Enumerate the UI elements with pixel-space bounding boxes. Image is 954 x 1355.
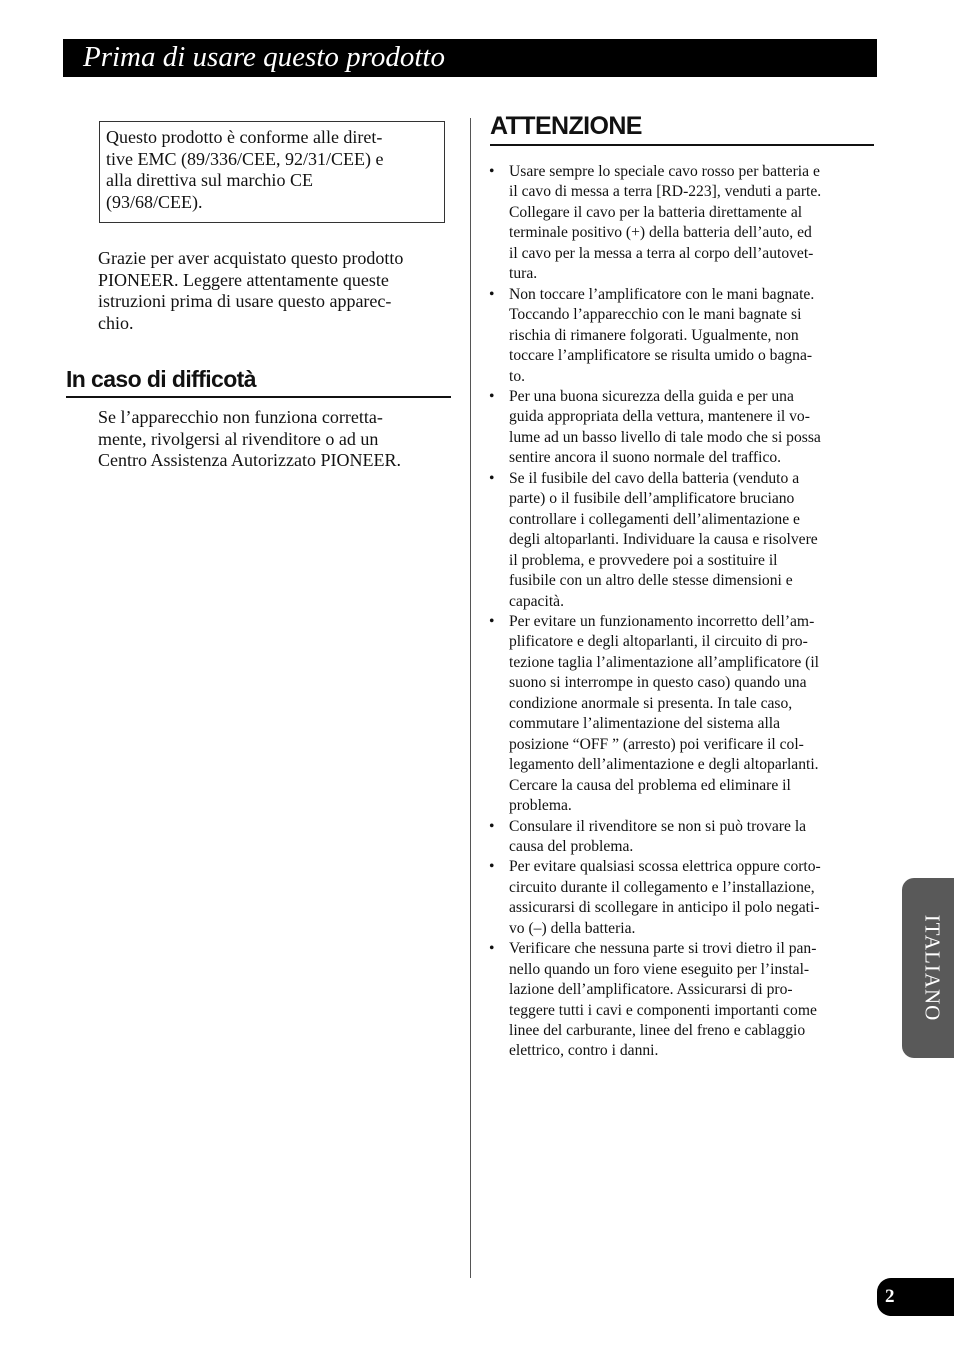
caution-heading: ATTENZIONE	[490, 112, 874, 146]
intro-line: Grazie per aver acquistato questo prodotto	[98, 248, 404, 268]
caution-item-line: • Consulare il rivenditore se non si può trovare la	[509, 817, 807, 835]
caution-list	[488, 162, 874, 1062]
caution-item-line: fusibile con un altro delle stesse dimensioni e	[509, 572, 793, 590]
caution-item-line: Toccando l’apparecchio con le mani bagnate si	[509, 306, 802, 324]
intro-line: PIONEER. Leggere attentamente queste	[98, 269, 389, 290]
caution-item-line: assicurarsi di scollegare in anticipo il polo negati-	[509, 899, 820, 917]
caution-item-line: Collegare il cavo per la batteria direttamente al	[509, 203, 803, 221]
caution-item	[488, 817, 874, 858]
caution-item-line: • Per evitare un funzionamento incorretto dell’am-	[509, 612, 815, 630]
language-label: ITALIANO	[920, 914, 945, 1022]
column-divider	[470, 118, 471, 1278]
caution-item	[488, 387, 874, 469]
caution-item-line: tura.	[509, 265, 538, 283]
caution-item-line: problema.	[509, 797, 572, 815]
intro-paragraph	[98, 248, 450, 334]
caution-item	[488, 857, 874, 939]
caution-item-line: teggere tutti i cavi e componenti importanti come	[509, 1001, 817, 1019]
caution-item	[488, 612, 874, 817]
trouble-line: mente, rivolgersi al rivenditore o ad un	[98, 428, 379, 449]
troubleshooting-paragraph	[98, 407, 450, 472]
caution-item-line: rischia di rimanere folgorati. Ugualmente, non	[509, 326, 799, 344]
intro-line: istruzioni prima di usare questo apparec-	[98, 291, 392, 312]
caution-item-line: posizione “OFF ” (arresto) poi verificare il col-	[509, 735, 804, 753]
notice-line: (93/68/CEE).	[106, 191, 203, 212]
caution-item-line: • Verificare che nessuna parte si trovi dietro il pan-	[509, 940, 817, 958]
caution-item-line: Cercare la causa del problema ed eliminare il	[509, 776, 791, 794]
troubleshooting-heading: In caso di difficotà	[66, 366, 451, 398]
caution-item-line: guida appropriata della vettura, mantenere il vo-	[509, 408, 810, 426]
notice-line: tive EMC (89/336/CEE, 92/31/CEE) e	[106, 148, 384, 169]
page-number-tab	[877, 1278, 954, 1316]
page-title: Prima di usare questo prodotto	[83, 41, 445, 73]
page-number: 2	[885, 1286, 895, 1307]
caution-item-line: • Per evitare qualsiasi scossa elettrica oppure corto-	[509, 858, 821, 876]
caution-item-line: terminale positivo (+) della batteria dell’auto, ed	[509, 224, 812, 242]
caution-item-line: to.	[509, 367, 526, 385]
caution-item-line: • Non toccare l’amplificatore con le mani bagnate.	[509, 285, 815, 303]
caution-item-line: causa del problema.	[509, 837, 634, 855]
caution-item-line: • Usare sempre lo speciale cavo rosso per batteria e	[509, 163, 820, 180]
caution-item-line: elettrico, contro i danni.	[509, 1042, 659, 1060]
caution-item-line: capacità.	[509, 592, 564, 610]
caution-item-line: lume ad un basso livello di tale modo che si possa	[509, 428, 821, 446]
caution-item-line: controllare i collegamenti dell’alimentazione e	[509, 510, 800, 528]
trouble-line: Centro Assistenza Autorizzato PIONEER.	[98, 450, 401, 471]
caution-item-line: toccare l’amplificatore se risulta umido o bagna-	[509, 347, 813, 365]
caution-item-line: plificatore e degli altoparlanti, il circuito di pro-	[509, 633, 808, 651]
caution-item-line: condizione anormale si presenta. In tale caso,	[509, 694, 793, 712]
caution-item-line: nello quando un foro viene eseguito per l’instal-	[509, 960, 810, 978]
page-title-bar	[63, 39, 877, 77]
caution-item-line: • Per una buona sicurezza della guida e per una	[509, 387, 794, 405]
caution-item	[488, 285, 874, 387]
caution-item	[488, 162, 874, 285]
caution-item-line: circuito durante il collegamento e l’installazione,	[509, 878, 815, 896]
caution-item-line: il cavo per la messa a terra al corpo dell’autovet-	[509, 244, 814, 262]
compliance-notice-box	[99, 121, 445, 223]
caution-item	[488, 939, 874, 1062]
caution-item-line: il cavo di messa a terra [RD-223], venduti a parte.	[509, 183, 822, 201]
caution-item-line: • Se il fusibile del cavo della batteria (venduto a	[509, 469, 800, 487]
caution-item-line: commutare l’alimentazione del sistema alla	[509, 715, 781, 733]
caution-item-line: lazione dell’amplificatore. Assicurarsi di pro-	[509, 981, 793, 999]
notice-line: alla direttiva sul marchio CE	[106, 170, 313, 191]
caution-item-line: sentire ancora il suono normale del traffico.	[509, 449, 782, 467]
language-tab	[902, 878, 954, 1058]
caution-item-line: degli altoparlanti. Individuare la causa e risolvere	[509, 531, 818, 549]
caution-item-line: vo (–) della batteria.	[509, 919, 636, 937]
notice-line: Questo prodotto è conforme alle diret-	[106, 127, 383, 147]
caution-item-line: il problema, e provvedere poi a sostituire il	[509, 551, 778, 569]
caution-item-line: linee del carburante, linee del freno e cablaggio	[509, 1022, 806, 1040]
caution-item-line: suono si interrompe in questo caso) quando una	[509, 674, 807, 692]
intro-line: chio.	[98, 312, 134, 333]
caution-item-line: legamento dell’alimentazione e degli altoparlanti.	[509, 756, 819, 774]
caution-item-line: tezione taglia l’alimentazione all’amplificatore (il	[509, 653, 819, 671]
caution-item	[488, 469, 874, 612]
caution-item-line: parte) o il fusibile dell’amplificatore bruciano	[509, 490, 795, 508]
trouble-line: Se l’apparecchio non funziona corretta-	[98, 407, 383, 427]
